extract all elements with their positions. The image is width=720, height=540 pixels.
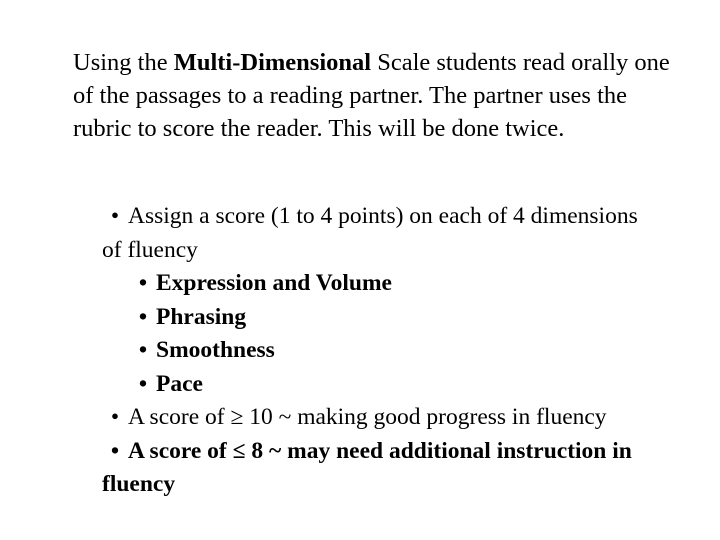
bullet-icon: • — [138, 337, 148, 363]
bullet-item-needs-instruction — [102, 435, 662, 502]
sub-bullet-item — [102, 301, 662, 335]
bullet-item-good-progress — [102, 401, 662, 435]
bullet-item-text: A score of ≤ 8 ~ may need additional instruction in fluency — [102, 437, 632, 497]
bullet-icon: • — [138, 270, 148, 296]
bullet-item-assign-score — [102, 200, 662, 267]
bullet-icon: • — [110, 404, 120, 430]
bullet-item-text: A score of ≥ 10 ~ making good progress in fluency — [128, 404, 607, 430]
bullet-icon: • — [138, 370, 148, 397]
sub-bullet-item — [102, 368, 662, 402]
sub-bullet-item — [102, 334, 662, 368]
intro-text-2: Scale students read orally one of the passages to a reading partner. The partner uses the rubric to score the reader. This will be done twice. — [73, 49, 670, 142]
bullet-item-text: Assign a score (1 to 4 points) on each of 4 dimensions of fluency — [102, 203, 638, 263]
sub-bullet-text: Pace — [156, 370, 203, 397]
bullet-icon: • — [110, 203, 120, 229]
sub-bullet-text: Phrasing — [156, 303, 247, 330]
sub-bullet-item — [102, 267, 662, 301]
sub-bullet-text: Expression and Volume — [156, 270, 392, 296]
intro-paragraph — [73, 46, 673, 145]
intro-text-1: Using the — [73, 49, 174, 76]
bullet-list — [102, 200, 662, 502]
bullet-icon: • — [138, 303, 148, 330]
bullet-icon: • — [110, 437, 120, 464]
sub-bullet-text: Smoothness — [156, 337, 275, 363]
intro-bold-scale-name: Multi-Dimensional — [173, 49, 372, 76]
